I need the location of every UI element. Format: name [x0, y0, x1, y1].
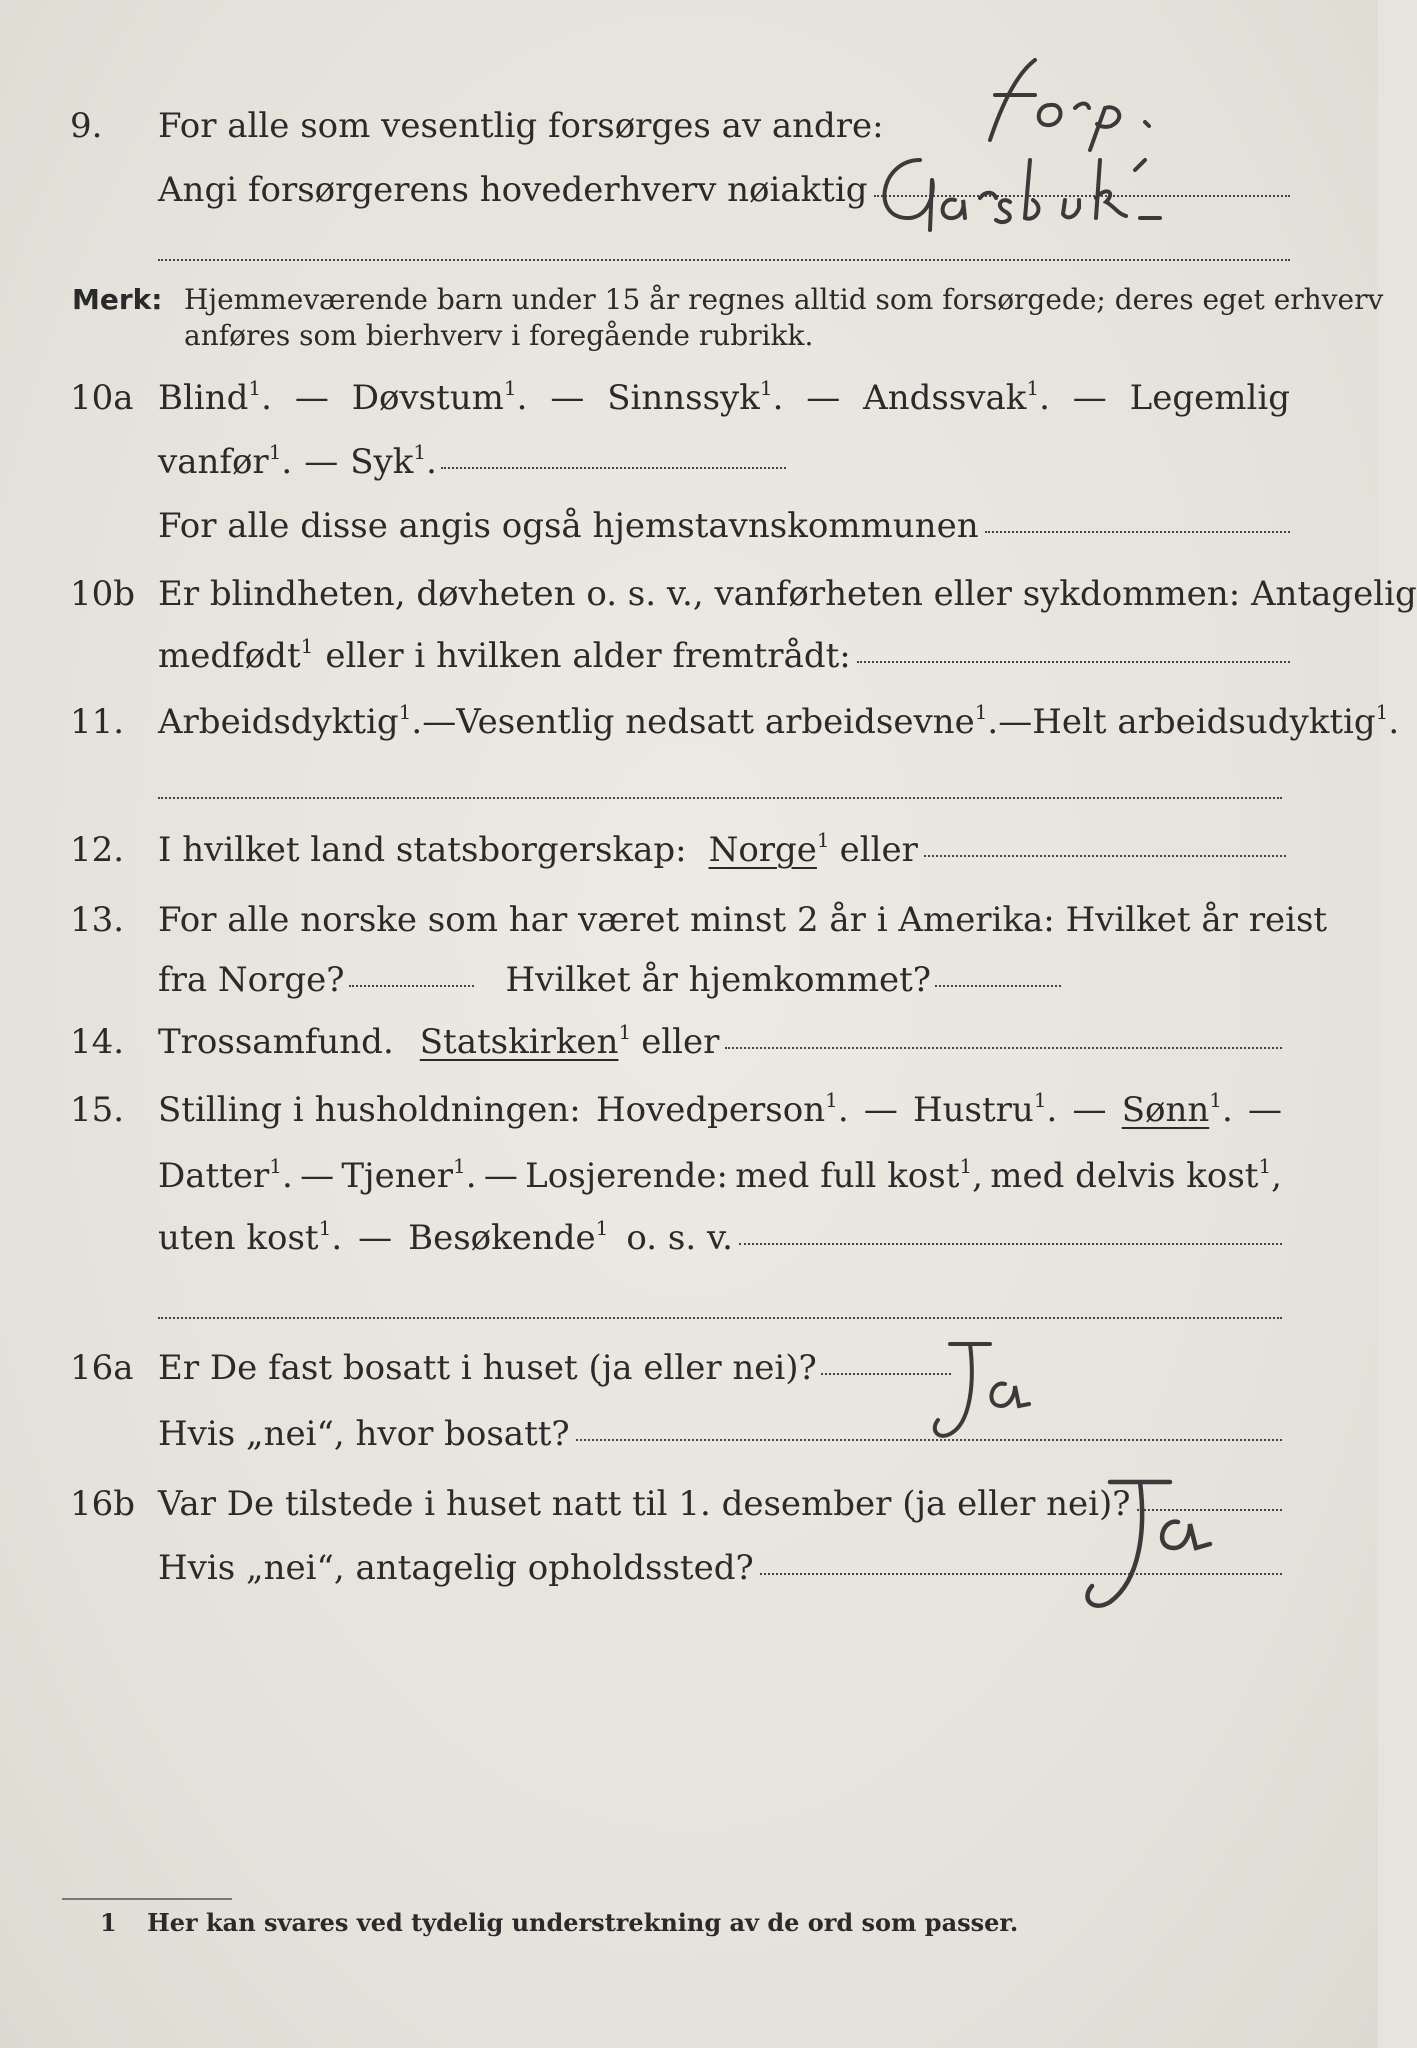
q15-opt-datter[interactable]: Datter$^1$. [158, 1154, 293, 1196]
q10a-opt-andssvak[interactable]: Andssvak$^1$. [863, 376, 1050, 418]
q12-other-field[interactable] [924, 854, 1286, 857]
footnote-rule [62, 1898, 232, 1900]
q10b-alder-label: eller i hvilken alder fremtrådt: [325, 636, 851, 676]
q16a-answer-field[interactable] [821, 1372, 951, 1375]
q11-opt-arbeidsdyktig[interactable]: Arbeidsdyktig$^1$. [158, 700, 423, 742]
q13-reist-field[interactable] [349, 984, 474, 987]
footnote [100, 1908, 1018, 1938]
q14-other-field[interactable] [725, 1046, 1282, 1049]
footnote-text: Her kan svares ved tydelig understrekning av de ord som passer. [147, 1908, 1019, 1937]
merk-line1 [72, 282, 1384, 318]
footnote-mark: 1 [100, 1908, 117, 1937]
q15-question: Stilling i husholdningen: [158, 1090, 581, 1130]
q12-eller: eller [839, 830, 918, 870]
q10a-syk-field[interactable] [441, 466, 786, 469]
q13-reist-label: fra Norge? [158, 960, 345, 1000]
q13-hjem-label: Hvilket år hjemkommet? [505, 960, 932, 1000]
merk-text1: Hjemmeværende barn under 15 år regnes alltid som forsørgede; deres eget erhverv [184, 283, 1384, 316]
q13-number: 13. [70, 900, 125, 940]
merk-text2: anføres som bierhverv i foregående rubrikk. [184, 319, 814, 352]
q11-extra-line[interactable] [158, 796, 1282, 799]
q11-opt-udyktig[interactable]: Helt arbeidsudyktig$^1$. [1032, 700, 1400, 742]
q15-opt-sonn[interactable]: Sønn$^1$. [1121, 1088, 1233, 1130]
q15-number: 15. [70, 1090, 125, 1130]
q15-opt-tjener[interactable]: Tjener$^1$. [341, 1154, 477, 1196]
q10a-opt-dovstum[interactable]: Døvstum$^1$. [351, 376, 528, 418]
q10b-question: Er blindheten, døvheten o. s. v., vanførheten eller sykdommen: Antagelig [158, 574, 1417, 614]
q16b-question: Var De tilstede i huset natt til 1. desember (ja eller nei)? [158, 1484, 1131, 1524]
q15-extra-line[interactable] [158, 1316, 1282, 1319]
q14-opt-statskirken[interactable]: Statskirken$^1$ [419, 1020, 632, 1062]
q16b-opphold-label: Hvis „nei“, antagelig opholdssted? [158, 1548, 754, 1588]
q16b-opphold-field[interactable] [760, 1572, 1282, 1575]
q16a-number: 16a [70, 1348, 134, 1388]
q15-opt-hovedperson[interactable]: Hovedperson$^1$. [595, 1088, 849, 1130]
q16a-bosatt-label: Hvis „nei“, hvor bosatt? [158, 1414, 570, 1454]
q11-number: 11. [70, 702, 125, 742]
census-form-page: 9. For alle som vesentlig forsørges av andre: Angi forsørgerens hovederhverv nøiaktig Merk: Hjemmeværende barn under 15 år regnes alltid som forsørgede; deres eget erhverv anføres som bierhverv i foregående rubrikk. 10a Blind$^1$. — Døvstum$^1$. — Sinnssyk$^1$. — Andssvak$^1$. — Legemlig vanfør$^1$. — Syk$^1$. For alle disse angis også hjemstavnskommunen 10b Er blindheten, døvheten o. s. v., vanførheten eller sykdommen: Antagelig medfødt$^1$ eller i hvilken alder fremtrådt: 11. Arbeidsdyktig$^1$. — Vesentlig nedsatt arbeidsevne$^1$. — Helt arbeidsudyktig$^1$. 12. I hvilket land statsborgerskap: Norge$^1$ eller 13. For alle norske som har været minst 2 år i Amerika: Hvilket år reist fra Norge? Hvilket år hjemkommet? 14. Trossamfund. Statskirken$^1$ eller 15. Stilling i husholdningen: Hovedperson$^1$. — Hustru$^1$. — Sønn$^1$. — Datter$^1$. — Tjener$^1$. — Losjerende: med full kost$^1$, med delvis kost$^1$, uten kost$^1$. — Besøkende$^1$ o. s. v. 16a Er De fast bosatt i huset (ja eller nei)? Hvis „nei“, hvor bosatt? 16b Var De tilstede i huset natt til 1. desember (ja eller nei)? Hvis „nei“, antagelig opholdssted? 1 Her kan svares ved tydelig understrekning av de ord som passer. [0, 0, 1378, 2048]
q15-opt-uten-kost[interactable]: uten kost$^1$. [158, 1216, 343, 1258]
q10a-number: 10a [70, 378, 134, 418]
q16b-number: 16b [70, 1484, 136, 1524]
q12-question: I hvilket land statsborgerskap: [158, 830, 687, 870]
merk-line2 [184, 318, 813, 354]
q9-answer-field[interactable] [874, 194, 1290, 197]
q15-opt-hustru[interactable]: Hustru$^1$. [913, 1088, 1058, 1130]
q9-question-line2: Angi forsørgerens hovederhverv nøiaktig [158, 170, 868, 210]
q10b-alder-field[interactable] [857, 660, 1290, 663]
q9-number: 9. [70, 106, 103, 146]
q10a-opt-blind[interactable]: Blind$^1$. [158, 376, 272, 418]
q14-question: Trossamfund. [158, 1022, 394, 1062]
q10a-opt-vanfor[interactable]: vanfør$^1$. [158, 440, 293, 482]
q11-opt-nedsatt[interactable]: Vesentlig nedsatt arbeidsevne$^1$. [456, 700, 999, 742]
q13-question: For alle norske som har været minst 2 år i Amerika: Hvilket år reist [158, 900, 1328, 940]
q13-hjem-field[interactable] [935, 984, 1061, 987]
q10b-number: 10b [70, 574, 136, 614]
q16b-answer-field[interactable] [1137, 1508, 1282, 1511]
q10a-opt-sinnssyk[interactable]: Sinnssyk$^1$. [607, 376, 784, 418]
q14-eller: eller [641, 1022, 720, 1062]
q15-osv: o. s. v. [626, 1218, 733, 1258]
q15-losjerende-label: Losjerende: [525, 1156, 728, 1196]
q15-other-field[interactable] [739, 1242, 1282, 1245]
q16a-bosatt-field[interactable] [576, 1438, 1282, 1441]
merk-label: Merk: [72, 283, 163, 316]
q15-opt-delvis-kost[interactable]: med delvis kost$^1$, [990, 1154, 1282, 1196]
q12-number: 12. [70, 830, 125, 870]
q10a-opt-legemlig[interactable]: Legemlig [1129, 378, 1290, 418]
q10a-opt-syk[interactable]: Syk$^1$. [350, 440, 437, 482]
q10b-opt-medfodt[interactable]: medfødt$^1$ [158, 634, 314, 676]
q15-opt-full-kost[interactable]: med full kost$^1$, [735, 1154, 983, 1196]
q9-handwritten-forp [940, 50, 1200, 150]
q10a-hjemstavn-label: For alle disse angis også hjemstavnskommunen [158, 506, 979, 546]
q16a-question: Er De fast bosatt i huset (ja eller nei)? [158, 1348, 817, 1388]
q12-opt-norge[interactable]: Norge$^1$ [708, 828, 830, 870]
q9-extra-line[interactable] [158, 258, 1290, 261]
q9-question: For alle som vesentlig forsørges av andre: [158, 106, 884, 146]
q15-opt-besokende[interactable]: Besøkende$^1$ [408, 1216, 609, 1258]
q10a-hjemstavn-field[interactable] [985, 530, 1290, 533]
q14-number: 14. [70, 1022, 125, 1062]
